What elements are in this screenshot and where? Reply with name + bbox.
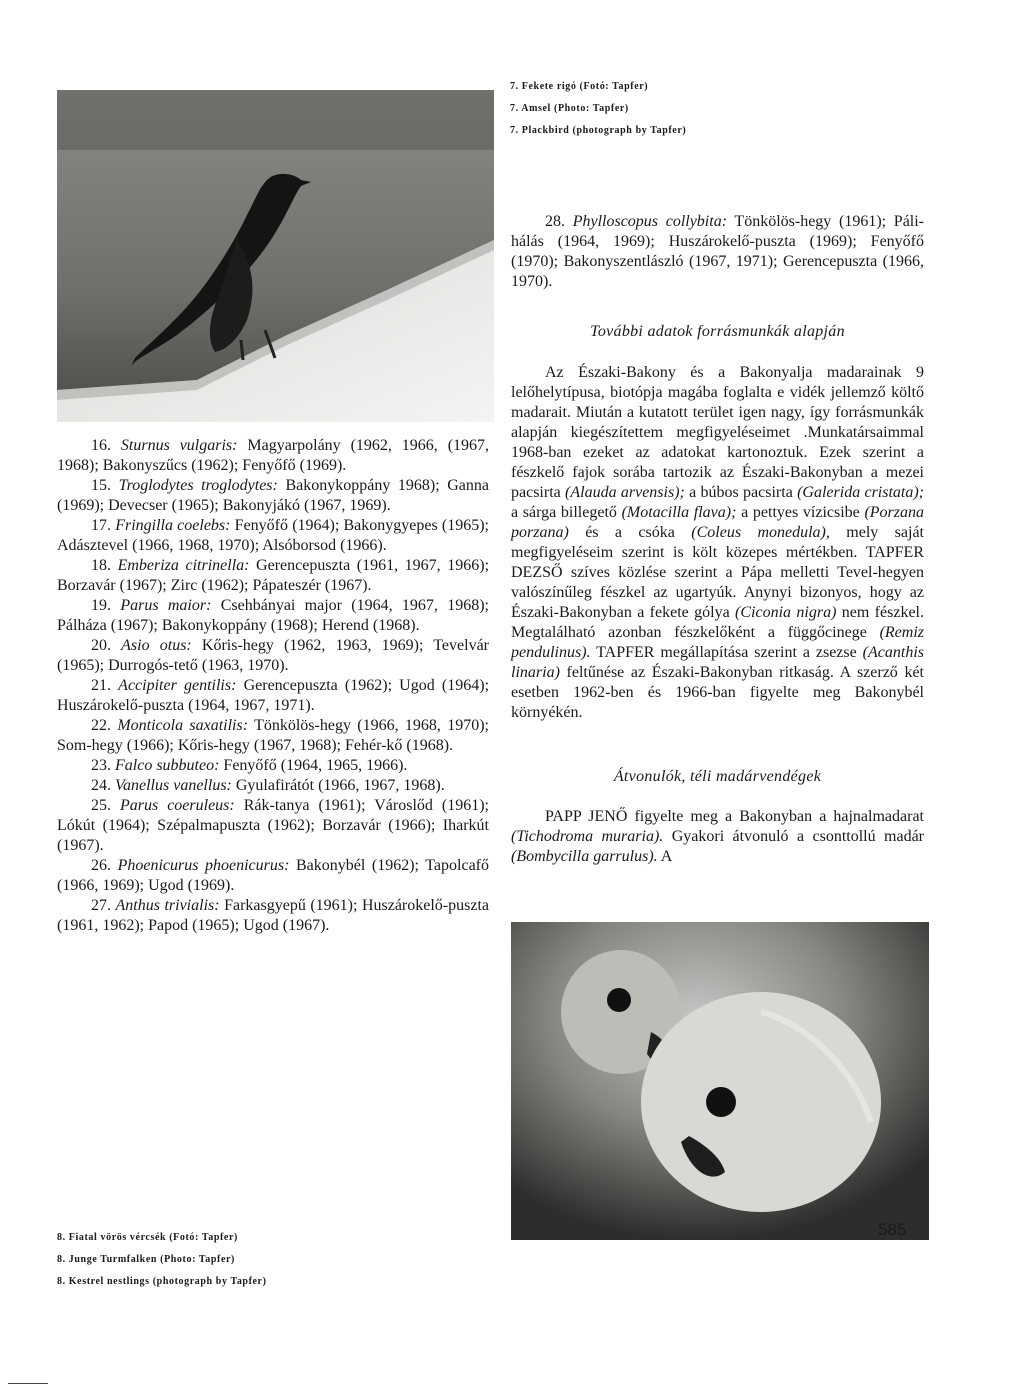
photo1-caption-de: 7. Amsel (Photo: Tapfer) bbox=[510, 103, 629, 114]
entry-number: 23. bbox=[91, 757, 111, 774]
species-list bbox=[57, 436, 489, 936]
entry-text: Magyarpolány (1962, 1966, (1967, 1968); Bakonyszűcs (1962); Fenyőfő (1969). bbox=[57, 437, 490, 474]
entry-number: 18. bbox=[91, 557, 111, 574]
species-name: Fringilla coelebs: bbox=[115, 517, 231, 534]
species-entry bbox=[57, 436, 489, 476]
species-entry bbox=[57, 676, 489, 716]
species-entry bbox=[57, 476, 489, 516]
entry-text: Farkasgyepű (1961); Huszárokelő-puszta (1961, 1962); Papod (1965); Ugod (1967). bbox=[57, 897, 490, 934]
species-entry bbox=[57, 596, 489, 636]
species-entry bbox=[57, 896, 489, 936]
species-entry bbox=[57, 776, 489, 796]
entry-text: Rák-tanya (1961); Városlőd (1961); Lókút (1964); Szépalmapuszta (1962); Borzavár (1966); Iharkút (1967). bbox=[57, 797, 489, 854]
species-name: Troglodytes troglodytes: bbox=[118, 477, 278, 494]
species-name: Asio otus: bbox=[121, 637, 192, 654]
entry-text: Tönkölös-hegy (1961); Páli-hálás (1964, 1969); Huszárokelő-puszta (1969); Fenyőfő (1970); Bakonyszentlászló (1967, 1971); Gerencepuszta (1966, 1970). bbox=[511, 213, 925, 290]
photo1-caption-en: 7. Plackbird (photograph by Tapfer) bbox=[510, 125, 687, 136]
entry-text: Fenyőfő (1964, 1965, 1966). bbox=[219, 757, 408, 774]
entry-text: Bakonybél (1962); Tapolcafő (1966, 1969); Ugod (1969). bbox=[57, 857, 489, 894]
section-heading-sources: További adatok forrásmunkák alapján bbox=[590, 323, 845, 340]
species-name: Sturnus vulgaris: bbox=[120, 437, 238, 454]
species-entry bbox=[57, 556, 489, 596]
entry-text: Gerencepuszta (1961, 1967, 1966); Borzavár (1967); Zirc (1962); Pápateszér (1967). bbox=[57, 557, 490, 594]
entry-number: 24. bbox=[91, 777, 111, 794]
kestrel-image bbox=[511, 922, 929, 1240]
entry-text: Csehbányai major (1964, 1967, 1968); Pálháza (1967); Bakonykoppány (1968); Herend (1968). bbox=[57, 597, 490, 634]
entry-text: Tönkölös-hegy (1966, 1968, 1970); Som-hegy (1966); Kőris-hegy (1967, 1968); Fehér-kő (1968). bbox=[57, 717, 489, 754]
species-name: Anthus trivialis: bbox=[115, 897, 220, 914]
entry-number: 15. bbox=[91, 477, 111, 494]
species-name: Falco subbuteo: bbox=[115, 757, 220, 774]
entry-text: Kőris-hegy (1962, 1963, 1969); Tevelvár (1965); Durrogós-tető (1963, 1970). bbox=[57, 637, 490, 674]
entry-number: 28. bbox=[545, 213, 565, 230]
species-entry bbox=[57, 756, 489, 776]
entry-number: 27. bbox=[91, 897, 111, 914]
paragraph-sources: Az Északi-Bakony és a Bakonyalja madarainak 9 lelőhelytípusa, biotópja magába foglalta e vidék jellemző költő madarait. Miután a kutatott terület igen nagy, így forrásmunkák alapján kiegészítettem megfigyeléseimet .Munkatársaimmal 1968-ban ezeket az adatokat kartonoztuk. Ezek szerint a fészkelő fajok sorába tartozik az Északi-Bakonyban a mezei pacsirta (Alauda arvensis); a búbos pacsirta (Galerida cristata); a sárga billegető (Motacilla flava); a pettyes vízicsibe (Porzana porzana) és a csóka (Coleus monedula), mely saját megfigyeléseim szerint is költ közepes mértékben. TAPFER DEZSŐ szíves közlése szerint a Pápa melletti Tevel-hegyen valószínűleg fészkel az ugartyúk. Anynyi bizonyos, hogy az Északi-Bakonyban a fekete gólya (Ciconia nigra) nem fészkel. Megtalálható azonban fészkelőként a függőcinege (Remiz pendulinus). TAPFER megállapítása szerint a zsezse (Acanthis linaria) feltűnése az Északi-Bakonyban ritkaság. A szerző két esetben 1962-ben és 1966-ban figyelte meg Bakonybél környékén. bbox=[511, 364, 925, 721]
photo2-caption-en: 8. Kestrel nestlings (photograph by Tapfer) bbox=[57, 1276, 267, 1287]
entry-number: 16. bbox=[91, 437, 111, 454]
entry-number: 17. bbox=[91, 517, 111, 534]
entry-number: 19. bbox=[91, 597, 111, 614]
entry-number: 21. bbox=[91, 677, 111, 694]
photo1-captions bbox=[510, 76, 686, 142]
entry-number: 26. bbox=[91, 857, 111, 874]
species-entry bbox=[57, 636, 489, 676]
entry-text: Fenyőfő (1964); Bakonygyepes (1965); Adásztevel (1966, 1968, 1970); Alsóborsod (1966). bbox=[57, 517, 489, 554]
blackbird-image bbox=[57, 90, 494, 422]
right-column bbox=[511, 212, 924, 867]
species-entry bbox=[57, 856, 489, 896]
entry-number: 20. bbox=[91, 637, 111, 654]
species-name: Vanellus vanellus: bbox=[115, 777, 232, 794]
left-column bbox=[57, 436, 489, 936]
species-name: Phylloscopus collybita: bbox=[572, 213, 728, 230]
species-entry bbox=[57, 796, 489, 856]
species-entry bbox=[511, 212, 924, 292]
entry-number: 25. bbox=[91, 797, 111, 814]
species-name: Phoenicurus phoenicurus: bbox=[117, 857, 290, 874]
species-name: Accipiter gentilis: bbox=[118, 677, 237, 694]
species-name: Monticola saxatilis: bbox=[117, 717, 249, 734]
species-entry bbox=[57, 516, 489, 556]
footer-rule bbox=[8, 1383, 48, 1384]
photo2-captions bbox=[57, 1227, 267, 1293]
paragraph-migrants: PAPP JENŐ figyelte meg a Bakonyban a hajnalmadarat (Tichodroma muraria). Gyakori átvonuló a csonttollú madár (Bombycilla garrulus). A bbox=[511, 808, 924, 865]
entry-number: 22. bbox=[91, 717, 111, 734]
photo1-caption-hu: 7. Fekete rigó (Fotó: Tapfer) bbox=[510, 81, 649, 92]
species-name: Emberiza citrinella: bbox=[117, 557, 250, 574]
photo2-caption-de: 8. Junge Turmfalken (Photo: Tapfer) bbox=[57, 1254, 235, 1265]
blackbird-photo bbox=[57, 90, 494, 422]
kestrel-photo bbox=[511, 922, 929, 1240]
page-number: 585 bbox=[878, 1220, 907, 1239]
entry-text: Gerencepuszta (1962); Ugod (1964); Huszárokelő-puszta (1964, 1967, 1971). bbox=[57, 677, 490, 714]
species-name: Parus maior: bbox=[120, 597, 212, 614]
section-heading-migrants: Átvonulók, téli madárvendégek bbox=[613, 768, 822, 785]
species-entry bbox=[57, 716, 489, 756]
entry-text: Gyulafirátót (1966, 1967, 1968). bbox=[231, 777, 445, 794]
species-name: Parus coeruleus: bbox=[119, 797, 235, 814]
photo2-caption-hu: 8. Fiatal vörös vércsék (Fotó: Tapfer) bbox=[57, 1232, 238, 1243]
entry-text: Bakonykoppány 1968); Ganna (1969); Devecser (1965); Bakonyjákó (1967, 1969). bbox=[57, 477, 489, 514]
